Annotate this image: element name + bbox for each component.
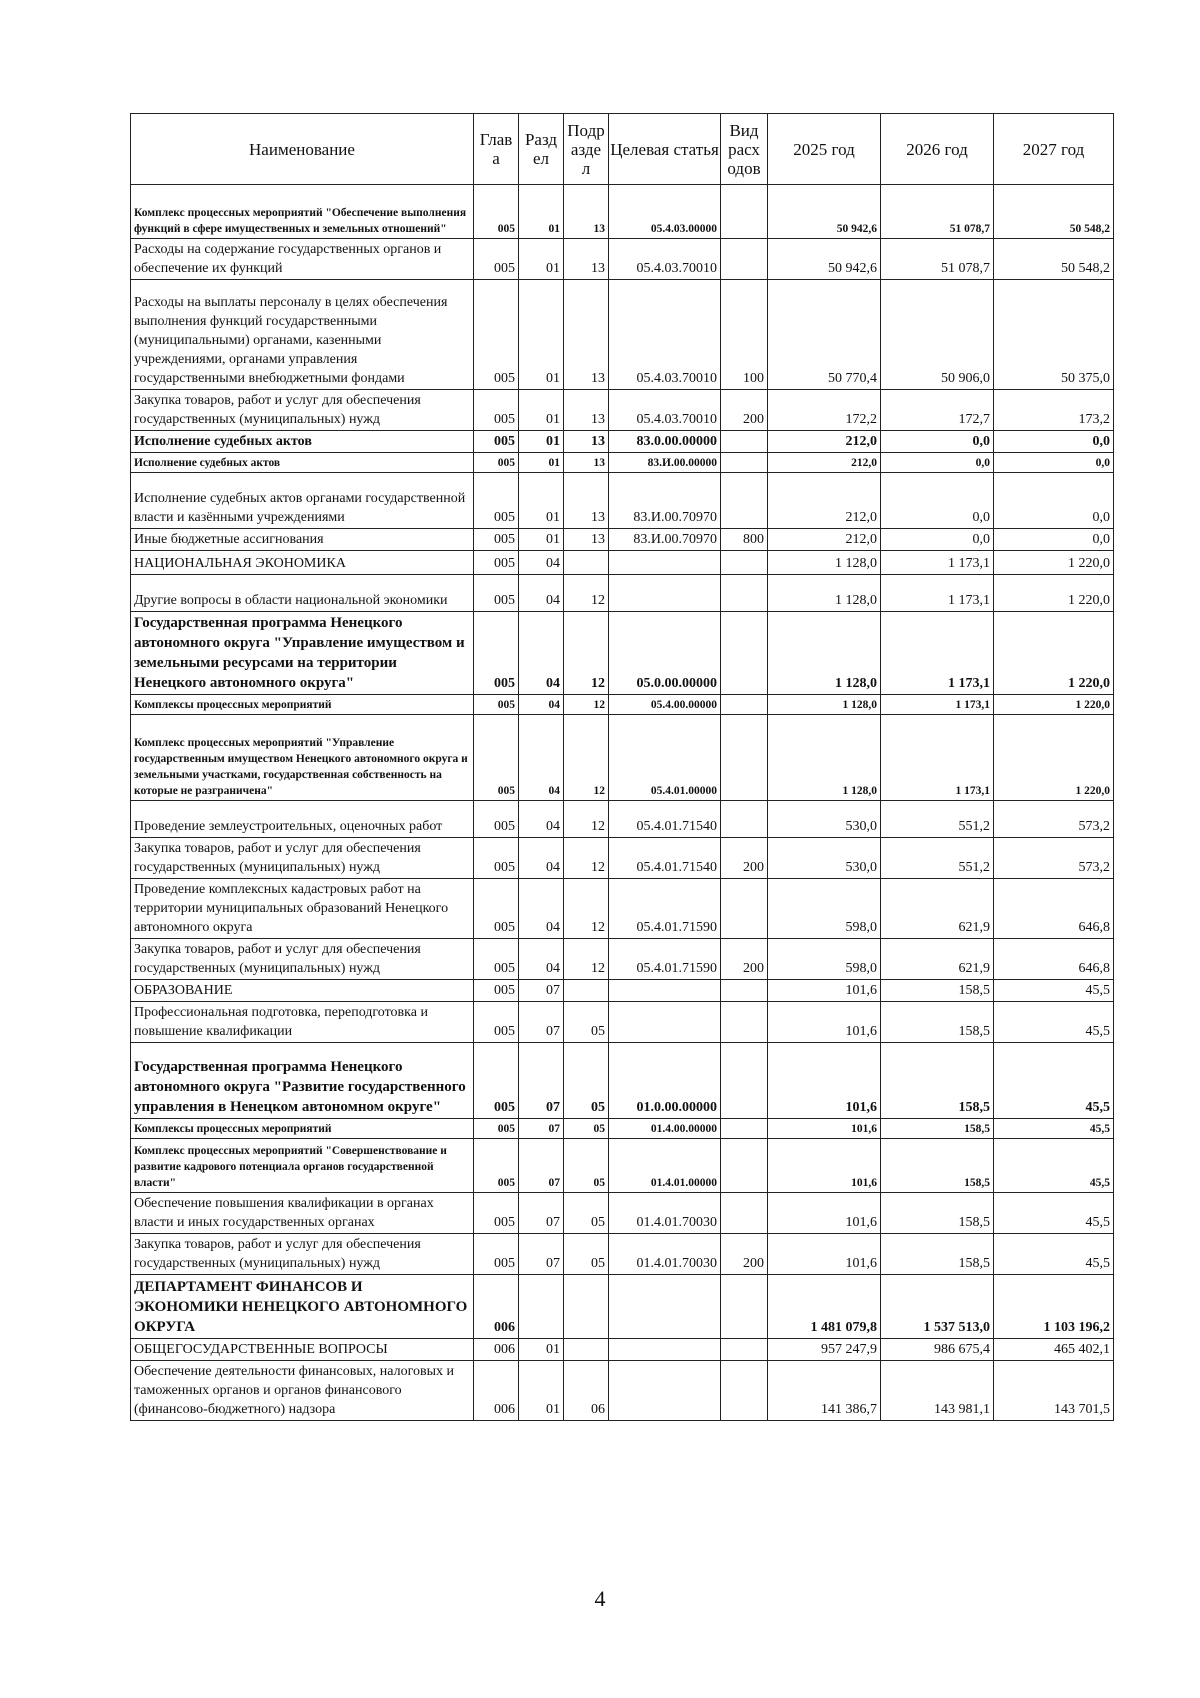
cell-glava: 005 xyxy=(474,1002,519,1043)
cell-y2025: 530,0 xyxy=(768,801,881,838)
cell-y2025: 1 481 079,8 xyxy=(768,1275,881,1339)
cell-vid xyxy=(721,801,768,838)
cell-glava: 005 xyxy=(474,879,519,939)
cell-podrazdel: 12 xyxy=(564,838,609,879)
cell-razdel: 01 xyxy=(519,239,564,280)
cell-name: Исполнение судебных актов xyxy=(131,453,474,473)
cell-razdel: 04 xyxy=(519,575,564,612)
cell-y2027: 0,0 xyxy=(994,453,1114,473)
cell-podrazdel: 05 xyxy=(564,1002,609,1043)
table-row xyxy=(131,980,1114,1002)
cell-vid xyxy=(721,1275,768,1339)
cell-y2026: 158,5 xyxy=(881,980,994,1002)
cell-y2026: 158,5 xyxy=(881,1193,994,1234)
cell-razdel: 04 xyxy=(519,879,564,939)
cell-target: 05.4.01.71540 xyxy=(609,801,721,838)
header-podrazdel: Подр азде л xyxy=(564,114,609,185)
cell-glava: 005 xyxy=(474,715,519,801)
cell-y2025: 101,6 xyxy=(768,1002,881,1043)
cell-name: Комплекс процессных мероприятий "Обеспечение выполнения функций в сфере имущественных и земельных отношений" xyxy=(131,185,474,239)
cell-glava: 005 xyxy=(474,612,519,695)
cell-glava: 005 xyxy=(474,1119,519,1139)
cell-podrazdel: 05 xyxy=(564,1193,609,1234)
cell-y2025: 598,0 xyxy=(768,879,881,939)
cell-vid xyxy=(721,879,768,939)
cell-glava: 005 xyxy=(474,390,519,431)
table-row xyxy=(131,1002,1114,1043)
table-row xyxy=(131,529,1114,551)
cell-target: 05.4.01.71590 xyxy=(609,879,721,939)
cell-y2027: 45,5 xyxy=(994,1002,1114,1043)
cell-y2026: 1 173,1 xyxy=(881,575,994,612)
cell-podrazdel: 13 xyxy=(564,431,609,453)
cell-vid xyxy=(721,1361,768,1421)
cell-y2027: 1 220,0 xyxy=(994,551,1114,575)
header-name: Наименование xyxy=(131,114,474,185)
cell-vid xyxy=(721,453,768,473)
cell-y2025: 101,6 xyxy=(768,980,881,1002)
cell-target xyxy=(609,1339,721,1361)
cell-podrazdel xyxy=(564,980,609,1002)
cell-y2027: 1 103 196,2 xyxy=(994,1275,1114,1339)
cell-y2025: 101,6 xyxy=(768,1234,881,1275)
cell-y2026: 158,5 xyxy=(881,1043,994,1119)
cell-target: 05.4.03.70010 xyxy=(609,390,721,431)
cell-glava: 005 xyxy=(474,1234,519,1275)
cell-name: Исполнение судебных актов xyxy=(131,431,474,453)
cell-vid: 800 xyxy=(721,529,768,551)
cell-y2026: 0,0 xyxy=(881,529,994,551)
cell-vid: 200 xyxy=(721,390,768,431)
cell-razdel: 01 xyxy=(519,1339,564,1361)
cell-name: Комплекс процессных мероприятий "Управление государственным имуществом Ненецкого автономного округа и земельными участками, государственная собственность на которые не разграничена" xyxy=(131,715,474,801)
cell-y2027: 0,0 xyxy=(994,473,1114,529)
cell-podrazdel: 13 xyxy=(564,473,609,529)
cell-y2027: 50 548,2 xyxy=(994,239,1114,280)
page-number: 4 xyxy=(594,1586,606,1611)
cell-name: НАЦИОНАЛЬНАЯ ЭКОНОМИКА xyxy=(131,551,474,575)
cell-y2026: 158,5 xyxy=(881,1002,994,1043)
cell-y2025: 101,6 xyxy=(768,1119,881,1139)
table-row xyxy=(131,695,1114,715)
cell-y2026: 1 537 513,0 xyxy=(881,1275,994,1339)
table-row xyxy=(131,1275,1114,1339)
cell-target: 05.4.03.70010 xyxy=(609,280,721,390)
cell-name: Обеспечение деятельности финансовых, налоговых и таможенных органов и органов финансового (финансово-бюджетного) надзора xyxy=(131,1361,474,1421)
cell-razdel: 01 xyxy=(519,1361,564,1421)
cell-target: 01.4.01.70030 xyxy=(609,1193,721,1234)
cell-y2025: 50 942,6 xyxy=(768,239,881,280)
cell-name: Закупка товаров, работ и услуг для обеспечения государственных (муниципальных) нужд xyxy=(131,390,474,431)
cell-podrazdel: 13 xyxy=(564,280,609,390)
table-row xyxy=(131,1361,1114,1421)
table-row xyxy=(131,431,1114,453)
table-row xyxy=(131,239,1114,280)
cell-y2027: 45,5 xyxy=(994,1119,1114,1139)
cell-vid xyxy=(721,1043,768,1119)
cell-y2026: 50 906,0 xyxy=(881,280,994,390)
cell-y2025: 50 770,4 xyxy=(768,280,881,390)
cell-razdel xyxy=(519,1275,564,1339)
cell-glava: 006 xyxy=(474,1339,519,1361)
budget-table xyxy=(130,113,1114,1421)
table-row xyxy=(131,838,1114,879)
cell-name: Профессиональная подготовка, переподготовка и повышение квалификации xyxy=(131,1002,474,1043)
table-row xyxy=(131,879,1114,939)
cell-podrazdel: 05 xyxy=(564,1139,609,1193)
cell-vid xyxy=(721,239,768,280)
cell-razdel: 07 xyxy=(519,1234,564,1275)
cell-podrazdel: 12 xyxy=(564,939,609,980)
cell-razdel: 01 xyxy=(519,185,564,239)
cell-vid xyxy=(721,1002,768,1043)
cell-y2026: 0,0 xyxy=(881,453,994,473)
cell-y2025: 101,6 xyxy=(768,1043,881,1119)
cell-target: 01.4.00.00000 xyxy=(609,1119,721,1139)
cell-name: Комплексы процессных мероприятий xyxy=(131,1119,474,1139)
cell-glava: 005 xyxy=(474,453,519,473)
cell-vid xyxy=(721,1139,768,1193)
cell-glava: 005 xyxy=(474,838,519,879)
cell-razdel: 04 xyxy=(519,801,564,838)
cell-y2026: 1 173,1 xyxy=(881,612,994,695)
cell-razdel: 01 xyxy=(519,529,564,551)
cell-target: 05.4.01.71590 xyxy=(609,939,721,980)
cell-y2027: 465 402,1 xyxy=(994,1339,1114,1361)
cell-y2027: 573,2 xyxy=(994,801,1114,838)
cell-vid xyxy=(721,980,768,1002)
cell-y2026: 551,2 xyxy=(881,838,994,879)
cell-glava: 005 xyxy=(474,695,519,715)
cell-y2027: 50 375,0 xyxy=(994,280,1114,390)
cell-y2026: 0,0 xyxy=(881,431,994,453)
cell-vid: 200 xyxy=(721,939,768,980)
cell-target xyxy=(609,575,721,612)
cell-y2025: 212,0 xyxy=(768,473,881,529)
cell-podrazdel: 13 xyxy=(564,390,609,431)
cell-y2026: 51 078,7 xyxy=(881,239,994,280)
cell-podrazdel: 05 xyxy=(564,1119,609,1139)
cell-name: Закупка товаров, работ и услуг для обеспечения государственных (муниципальных) нужд xyxy=(131,939,474,980)
table-row xyxy=(131,1139,1114,1193)
cell-y2025: 1 128,0 xyxy=(768,575,881,612)
table-row xyxy=(131,1119,1114,1139)
cell-glava: 006 xyxy=(474,1361,519,1421)
cell-razdel: 01 xyxy=(519,280,564,390)
cell-name: Другие вопросы в области национальной экономики xyxy=(131,575,474,612)
cell-y2026: 1 173,1 xyxy=(881,715,994,801)
table-row xyxy=(131,1193,1114,1234)
cell-glava: 005 xyxy=(474,473,519,529)
cell-podrazdel: 13 xyxy=(564,185,609,239)
cell-vid xyxy=(721,473,768,529)
cell-vid: 200 xyxy=(721,1234,768,1275)
cell-y2025: 598,0 xyxy=(768,939,881,980)
cell-vid xyxy=(721,431,768,453)
table-row xyxy=(131,280,1114,390)
cell-target xyxy=(609,1275,721,1339)
table-row xyxy=(131,390,1114,431)
cell-vid xyxy=(721,695,768,715)
cell-name: ОБРАЗОВАНИЕ xyxy=(131,980,474,1002)
cell-razdel: 04 xyxy=(519,715,564,801)
cell-target xyxy=(609,551,721,575)
cell-target: 05.4.01.71540 xyxy=(609,838,721,879)
cell-y2025: 530,0 xyxy=(768,838,881,879)
cell-name: Исполнение судебных актов органами государственной власти и казёнными учреждениями xyxy=(131,473,474,529)
cell-razdel: 01 xyxy=(519,453,564,473)
cell-razdel: 01 xyxy=(519,431,564,453)
cell-glava: 005 xyxy=(474,551,519,575)
cell-target: 01.0.00.00000 xyxy=(609,1043,721,1119)
cell-y2026: 621,9 xyxy=(881,939,994,980)
cell-y2026: 621,9 xyxy=(881,879,994,939)
cell-glava: 005 xyxy=(474,185,519,239)
cell-y2027: 1 220,0 xyxy=(994,695,1114,715)
cell-name: ДЕПАРТАМЕНТ ФИНАНСОВ И ЭКОНОМИКИ НЕНЕЦКОГО АВТОНОМНОГО ОКРУГА xyxy=(131,1275,474,1339)
table-row xyxy=(131,575,1114,612)
cell-y2027: 1 220,0 xyxy=(994,575,1114,612)
cell-razdel: 07 xyxy=(519,1119,564,1139)
cell-y2027: 45,5 xyxy=(994,1193,1114,1234)
cell-y2025: 172,2 xyxy=(768,390,881,431)
cell-name: Государственная программа Ненецкого автономного округа "Управление имуществом и земельными ресурсами на территории Ненецкого автономного округа" xyxy=(131,612,474,695)
cell-y2027: 646,8 xyxy=(994,939,1114,980)
cell-razdel: 07 xyxy=(519,1043,564,1119)
cell-podrazdel: 05 xyxy=(564,1043,609,1119)
table-row xyxy=(131,551,1114,575)
cell-name: Закупка товаров, работ и услуг для обеспечения государственных (муниципальных) нужд xyxy=(131,838,474,879)
cell-glava: 005 xyxy=(474,575,519,612)
header-razdel: Разд ел xyxy=(519,114,564,185)
cell-y2025: 212,0 xyxy=(768,453,881,473)
cell-target: 01.4.01.00000 xyxy=(609,1139,721,1193)
cell-glava: 005 xyxy=(474,239,519,280)
cell-target: 01.4.01.70030 xyxy=(609,1234,721,1275)
table-row xyxy=(131,185,1114,239)
cell-vid xyxy=(721,1193,768,1234)
cell-y2026: 0,0 xyxy=(881,473,994,529)
cell-vid xyxy=(721,1119,768,1139)
cell-target: 05.4.01.00000 xyxy=(609,715,721,801)
cell-name: Проведение землеустроительных, оценочных работ xyxy=(131,801,474,838)
cell-y2026: 143 981,1 xyxy=(881,1361,994,1421)
cell-name: Комплексы процессных мероприятий xyxy=(131,695,474,715)
cell-y2027: 143 701,5 xyxy=(994,1361,1114,1421)
cell-target: 05.4.03.00000 xyxy=(609,185,721,239)
cell-podrazdel: 12 xyxy=(564,879,609,939)
cell-y2025: 141 386,7 xyxy=(768,1361,881,1421)
cell-y2025: 212,0 xyxy=(768,529,881,551)
table-header-row xyxy=(131,114,1114,185)
table-row xyxy=(131,612,1114,695)
cell-podrazdel: 13 xyxy=(564,453,609,473)
cell-target xyxy=(609,1361,721,1421)
cell-y2027: 646,8 xyxy=(994,879,1114,939)
cell-podrazdel xyxy=(564,1275,609,1339)
cell-glava: 005 xyxy=(474,1193,519,1234)
table-row xyxy=(131,1339,1114,1361)
cell-y2026: 158,5 xyxy=(881,1234,994,1275)
cell-y2027: 1 220,0 xyxy=(994,612,1114,695)
cell-glava: 005 xyxy=(474,980,519,1002)
cell-name: Государственная программа Ненецкого автономного округа "Развитие государственного управления в Ненецком автономном округе" xyxy=(131,1043,474,1119)
cell-vid xyxy=(721,185,768,239)
cell-podrazdel: 13 xyxy=(564,529,609,551)
table-row xyxy=(131,939,1114,980)
cell-razdel: 04 xyxy=(519,551,564,575)
cell-y2025: 101,6 xyxy=(768,1139,881,1193)
cell-y2025: 1 128,0 xyxy=(768,612,881,695)
cell-razdel: 07 xyxy=(519,1193,564,1234)
cell-y2027: 50 548,2 xyxy=(994,185,1114,239)
cell-y2027: 0,0 xyxy=(994,529,1114,551)
cell-razdel: 07 xyxy=(519,1002,564,1043)
cell-y2026: 158,5 xyxy=(881,1119,994,1139)
cell-target xyxy=(609,980,721,1002)
cell-glava: 005 xyxy=(474,280,519,390)
cell-glava: 005 xyxy=(474,1139,519,1193)
cell-y2027: 173,2 xyxy=(994,390,1114,431)
table-row xyxy=(131,1043,1114,1119)
cell-name: Расходы на выплаты персоналу в целях обеспечения выполнения функций государственными (муниципальными) органами, казенными учреждениями, органами управления государственными внебюджетными фондами xyxy=(131,280,474,390)
cell-y2025: 212,0 xyxy=(768,431,881,453)
cell-y2025: 1 128,0 xyxy=(768,715,881,801)
cell-vid xyxy=(721,715,768,801)
cell-target: 83.И.00.70970 xyxy=(609,529,721,551)
cell-target: 05.0.00.00000 xyxy=(609,612,721,695)
table-body xyxy=(131,185,1114,1421)
cell-name: Иные бюджетные ассигнования xyxy=(131,529,474,551)
cell-vid xyxy=(721,575,768,612)
cell-target: 05.4.00.00000 xyxy=(609,695,721,715)
cell-y2027: 1 220,0 xyxy=(994,715,1114,801)
cell-podrazdel xyxy=(564,1339,609,1361)
cell-razdel: 04 xyxy=(519,939,564,980)
cell-vid xyxy=(721,551,768,575)
cell-name: Комплекс процессных мероприятий "Совершенствование и развитие кадрового потенциала органов государственной власти" xyxy=(131,1139,474,1193)
cell-target: 83.И.00.00000 xyxy=(609,453,721,473)
cell-y2025: 101,6 xyxy=(768,1193,881,1234)
cell-razdel: 07 xyxy=(519,980,564,1002)
cell-y2025: 1 128,0 xyxy=(768,695,881,715)
cell-name: Проведение комплексных кадастровых работ на территории муниципальных образований Ненецкого автономного округа xyxy=(131,879,474,939)
cell-y2027: 573,2 xyxy=(994,838,1114,879)
cell-target xyxy=(609,1002,721,1043)
cell-podrazdel: 06 xyxy=(564,1361,609,1421)
cell-razdel: 01 xyxy=(519,473,564,529)
cell-podrazdel: 13 xyxy=(564,239,609,280)
cell-vid xyxy=(721,612,768,695)
cell-target: 05.4.03.70010 xyxy=(609,239,721,280)
header-2026: 2026 год xyxy=(881,114,994,185)
cell-y2027: 45,5 xyxy=(994,1234,1114,1275)
cell-podrazdel: 12 xyxy=(564,801,609,838)
cell-y2026: 158,5 xyxy=(881,1139,994,1193)
cell-y2026: 1 173,1 xyxy=(881,551,994,575)
header-glava: Глав а xyxy=(474,114,519,185)
cell-y2025: 50 942,6 xyxy=(768,185,881,239)
cell-podrazdel: 12 xyxy=(564,612,609,695)
cell-razdel: 01 xyxy=(519,390,564,431)
cell-vid: 100 xyxy=(721,280,768,390)
cell-name: Расходы на содержание государственных органов и обеспечение их функций xyxy=(131,239,474,280)
cell-y2026: 172,7 xyxy=(881,390,994,431)
cell-name: ОБЩЕГОСУДАРСТВЕННЫЕ ВОПРОСЫ xyxy=(131,1339,474,1361)
cell-razdel: 07 xyxy=(519,1139,564,1193)
cell-glava: 005 xyxy=(474,529,519,551)
table-row xyxy=(131,453,1114,473)
cell-y2027: 0,0 xyxy=(994,431,1114,453)
cell-podrazdel: 05 xyxy=(564,1234,609,1275)
cell-glava: 005 xyxy=(474,431,519,453)
cell-podrazdel xyxy=(564,551,609,575)
cell-y2027: 45,5 xyxy=(994,980,1114,1002)
cell-razdel: 04 xyxy=(519,838,564,879)
cell-y2027: 45,5 xyxy=(994,1043,1114,1119)
table-row xyxy=(131,1234,1114,1275)
cell-y2026: 51 078,7 xyxy=(881,185,994,239)
table-row xyxy=(131,473,1114,529)
cell-razdel: 04 xyxy=(519,612,564,695)
cell-razdel: 04 xyxy=(519,695,564,715)
header-2027: 2027 год xyxy=(994,114,1114,185)
cell-podrazdel: 12 xyxy=(564,695,609,715)
cell-glava: 005 xyxy=(474,1043,519,1119)
header-vid: Вид расх одов xyxy=(721,114,768,185)
header-2025: 2025 год xyxy=(768,114,881,185)
cell-y2027: 45,5 xyxy=(994,1139,1114,1193)
cell-y2025: 1 128,0 xyxy=(768,551,881,575)
cell-y2026: 986 675,4 xyxy=(881,1339,994,1361)
cell-name: Обеспечение повышения квалификации в органах власти и иных государственных органах xyxy=(131,1193,474,1234)
header-target: Целевая статья xyxy=(609,114,721,185)
cell-vid: 200 xyxy=(721,838,768,879)
cell-podrazdel: 12 xyxy=(564,715,609,801)
cell-y2026: 1 173,1 xyxy=(881,695,994,715)
cell-glava: 006 xyxy=(474,1275,519,1339)
cell-name: Закупка товаров, работ и услуг для обеспечения государственных (муниципальных) нужд xyxy=(131,1234,474,1275)
table-row xyxy=(131,801,1114,838)
cell-target: 83.0.00.00000 xyxy=(609,431,721,453)
cell-podrazdel: 12 xyxy=(564,575,609,612)
cell-target: 83.И.00.70970 xyxy=(609,473,721,529)
cell-vid xyxy=(721,1339,768,1361)
table-row xyxy=(131,715,1114,801)
cell-glava: 005 xyxy=(474,801,519,838)
cell-y2025: 957 247,9 xyxy=(768,1339,881,1361)
cell-glava: 005 xyxy=(474,939,519,980)
cell-y2026: 551,2 xyxy=(881,801,994,838)
